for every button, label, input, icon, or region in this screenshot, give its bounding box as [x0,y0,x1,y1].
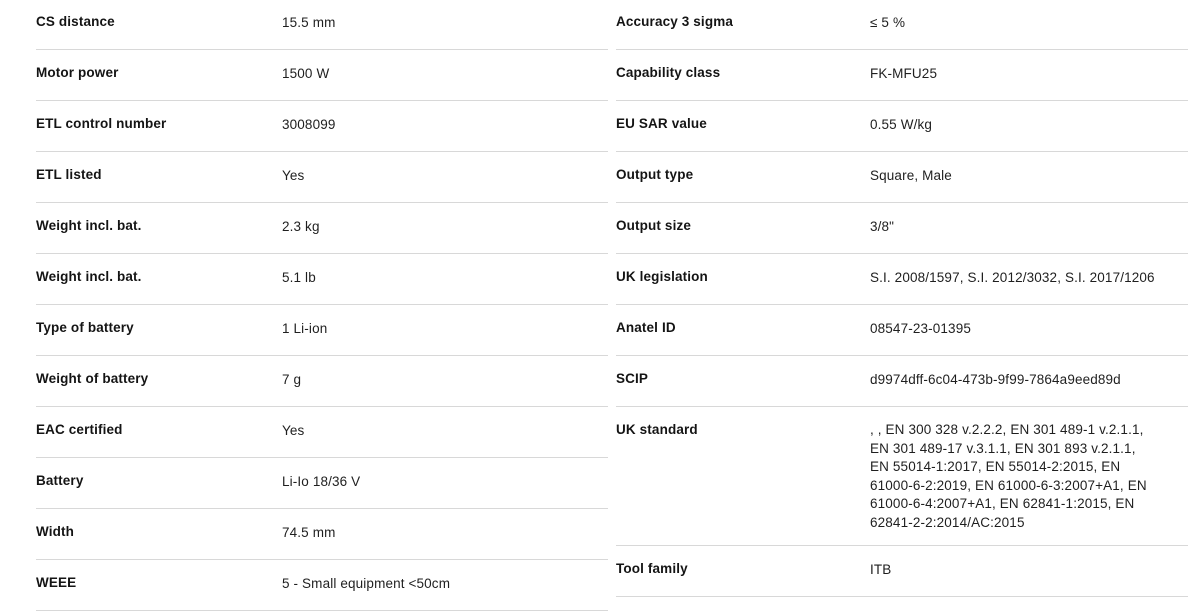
spec-value: ITB [870,562,892,577]
spec-value: Li-Io 18/36 V [282,474,361,489]
spec-value: 5 - Small equipment <50cm [282,576,451,591]
spec-label: Weight incl. bat. [36,218,142,233]
spec-value: Yes [282,423,305,438]
spec-value: S.I. 2008/1597, S.I. 2012/3032, S.I. 2017/1206 [870,270,1155,285]
spec-value: 3/8" [870,219,895,234]
spec-label: Weight of battery [36,371,149,386]
spec-label: Accuracy 3 sigma [616,14,733,29]
table-row [36,509,608,560]
spec-value: 3008099 [282,117,336,132]
table-row [616,203,1188,254]
spec-label: ETL control number [36,116,167,131]
table-row [36,0,608,50]
spec-column-right [590,0,1203,611]
table-row [36,254,608,305]
spec-value: 74.5 mm [282,525,336,540]
spec-value: Yes [282,168,305,183]
table-row [616,101,1188,152]
spec-label: Battery [36,473,84,488]
spec-label: UK legislation [616,269,708,284]
spec-label: ETL listed [36,167,102,182]
spec-label: CS distance [36,14,115,29]
table-row [36,356,608,407]
spec-value: Square, Male [870,168,952,183]
spec-label: WEEE [36,575,77,590]
table-row [36,560,608,611]
spec-value: 2.3 kg [282,219,320,234]
spec-value: 08547-23-01395 [870,321,971,336]
spec-value: FK-MFU25 [870,66,938,81]
table-row [36,407,608,458]
spec-label: Output size [616,218,691,233]
spec-label: Tool family [616,561,688,576]
spec-label: EU SAR value [616,116,707,131]
spec-value: d9974dff-6c04-473b-9f99-7864a9eed89d [870,372,1121,387]
table-row [36,101,608,152]
spec-label: Motor power [36,65,119,80]
spec-label: Weight incl. bat. [36,269,142,284]
spec-label: Anatel ID [616,320,676,335]
spec-label: Output type [616,167,694,182]
table-row [36,305,608,356]
table-row [616,254,1188,305]
table-row [616,546,1188,597]
spec-value: 15.5 mm [282,15,336,30]
table-row [36,50,608,101]
spec-label: Type of battery [36,320,134,335]
spec-label: Capability class [616,65,721,80]
spec-label: SCIP [616,371,649,386]
table-row [36,152,608,203]
table-row [616,305,1188,356]
table-row [616,407,1188,546]
table-row [616,356,1188,407]
spec-value: 0.55 W/kg [870,117,932,132]
spec-value: 1 Li-ion [282,321,328,336]
spec-value: , , EN 300 328 v.2.2.2, EN 301 489-1 v.2.1.1, EN 301 489-17 v.3.1.1, EN 301 893 v.2.1.1, EN 55014-1:2017, EN 55014-2:2015, EN 61000-6-2:2019, EN 61000-6-3:2007+A1, EN 61000-6-4:2007+A1, EN 62841-1:2015, EN 62841-2-2:2014/AC:2015 [870,422,1147,530]
spec-value: ≤ 5 % [870,15,906,30]
spec-label: Width [36,524,75,539]
spec-label: UK standard [616,422,698,437]
table-row [616,50,1188,101]
table-row [616,0,1188,50]
spec-value: 1500 W [282,66,330,81]
spec-label: EAC certified [36,422,123,437]
table-row [36,203,608,254]
spec-value: 7 g [282,372,302,387]
table-row [36,458,608,509]
spec-value: 5.1 lb [282,270,316,285]
spec-column-left [0,0,590,611]
table-row [616,152,1188,203]
